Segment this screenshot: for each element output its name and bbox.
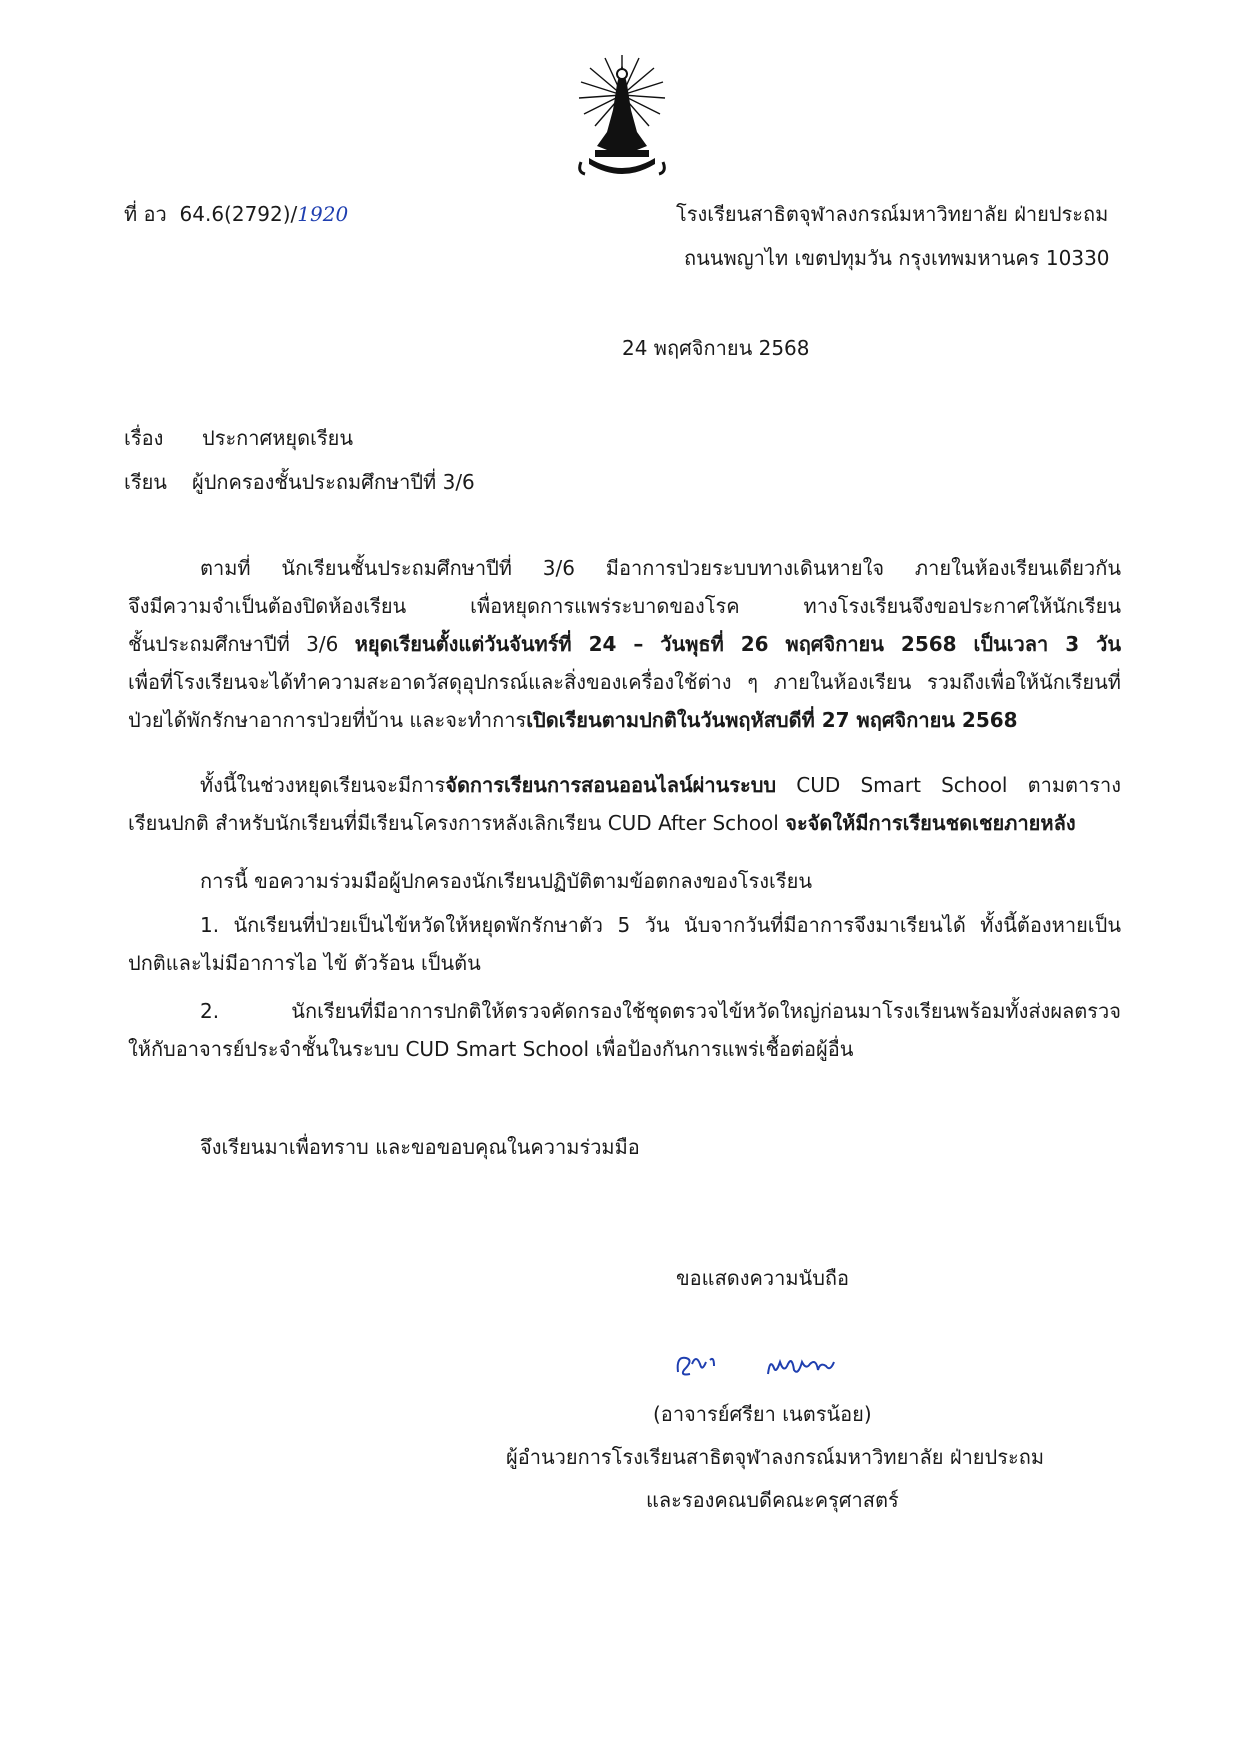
to-label: เรียน xyxy=(124,470,167,494)
paragraph-line: ตามที่ นักเรียนชั้นประถมศึกษาปีที่ 3/6 มีอาการป่วยระบบทางเดินหายใจ ภายในห้องเรียนเดียวกัน xyxy=(200,556,1121,580)
signature-icon xyxy=(670,1340,870,1390)
school-emblem-icon xyxy=(575,50,670,190)
letter-date: 24 พฤศจิกายน 2568 xyxy=(622,336,810,360)
reference-number xyxy=(124,198,348,230)
subject-value: ประกาศหยุดเรียน xyxy=(202,426,354,450)
online-learning-text: จัดการเรียนการสอนออนไลน์ผ่านระบบ xyxy=(445,773,777,797)
body-paragraph-3 xyxy=(128,862,1121,900)
reference-handwritten: 1920 xyxy=(297,202,349,226)
paragraph-line: เพื่อที่โรงเรียนจะได้ทำความสะอาดวัสดุอุปกรณ์และสิ่งของเครื่องใช้ต่าง ๆ ภายในห้องเรียน รวมถึงเพื่อให้นักเรียนที่ xyxy=(128,670,1121,694)
closing-sentence: จึงเรียนมาเพื่อทราบ และขอขอบคุณในความร่วมมือ xyxy=(200,1135,640,1159)
reopen-date-text: เปิดเรียนตามปกติในวันพฤหัสบดีที่ 27 พฤศจิกายน 2568 xyxy=(526,708,1018,732)
body-paragraph-2 xyxy=(128,766,1121,842)
paragraph-line: 1. นักเรียนที่ป่วยเป็นไข้หวัดให้หยุดพักรักษาตัว 5 วัน นับจากวันที่มีอาการจึงมาเรียนได้ ทั้งนี้ต้องหายเป็น xyxy=(200,913,1121,937)
class-name-text: ชั้นประถมศึกษาปีที่ 3/6 xyxy=(128,632,339,656)
paragraph-line xyxy=(128,701,1121,739)
rule-item-1 xyxy=(128,906,1121,982)
signatory-position: ผู้อำนวยการโรงเรียนสาธิตจุฬาลงกรณ์มหาวิทยาลัย ฝ่ายประถม xyxy=(506,1445,1044,1469)
reference-prefix: ที่ อว xyxy=(124,202,167,226)
school-name: โรงเรียนสาธิตจุฬาลงกรณ์มหาวิทยาลัย ฝ่ายประถม xyxy=(676,202,1109,226)
salutation: ขอแสดงความนับถือ xyxy=(676,1266,850,1290)
paragraph-line xyxy=(128,766,1121,804)
online-intro-text: ทั้งนี้ในช่วงหยุดเรียนจะมีการ xyxy=(200,773,446,797)
paragraph-line: 2. นักเรียนที่มีอาการปกติให้ตรวจคัดกรองใช้ชุดตรวจไข้หวัดใหญ่ก่อนมาโรงเรียนพร้อมทั้งส่งผลตรวจ xyxy=(200,999,1121,1023)
paragraph-line: การนี้ ขอความร่วมมือผู้ปกครองนักเรียนปฏิบัติตามข้อตกลงของโรงเรียน xyxy=(200,869,813,893)
closure-dates-text: หยุดเรียนตั้งแต่วันจันทร์ที่ 24 – วันพุธที่ 26 พฤศจิกายน 2568 เป็นเวลา 3 วัน xyxy=(354,632,1121,656)
rule-item-2 xyxy=(128,992,1121,1068)
after-school-text: เรียนปกติ สำหรับนักเรียนที่มีเรียนโครงการหลังเลิกเรียน CUD After School xyxy=(128,811,779,835)
signatory-position-2: และรองคณบดีคณะครุศาสตร์ xyxy=(646,1488,899,1512)
system-name-text: CUD Smart School ตามตาราง xyxy=(796,773,1121,797)
recovery-text: ป่วยได้พักรักษาอาการป่วยที่บ้าน และจะทำการ xyxy=(128,708,527,732)
body-paragraph-1 xyxy=(128,549,1121,739)
signatory-name: (อาจารย์ศรียา เนตรน้อย) xyxy=(653,1402,872,1426)
paragraph-line: จึงมีความจำเป็นต้องปิดห้องเรียน เพื่อหยุดการแพร่ระบาดของโรค ทางโรงเรียนจึงขอประกาศให้นักเรียน xyxy=(128,594,1121,618)
paragraph-line xyxy=(128,625,1121,663)
makeup-class-text: จะจัดให้มีการเรียนชดเชยภายหลัง xyxy=(785,811,1076,835)
school-address: ถนนพญาไท เขตปทุมวัน กรุงเทพมหานคร 10330 xyxy=(684,246,1110,270)
paragraph-line: ให้กับอาจารย์ประจำชั้นในระบบ CUD Smart School เพื่อป้องกันการแพร่เชื้อต่อผู้อื่น xyxy=(128,1037,854,1061)
to-value: ผู้ปกครองชั้นประถมศึกษาปีที่ 3/6 xyxy=(192,470,475,494)
paragraph-line xyxy=(128,804,1121,842)
subject-label: เรื่อง xyxy=(124,426,164,450)
paragraph-line: ปกติและไม่มีอาการไอ ไข้ ตัวร้อน เป็นต้น xyxy=(128,951,481,975)
reference-code: 64.6(2792)/ xyxy=(179,202,298,226)
